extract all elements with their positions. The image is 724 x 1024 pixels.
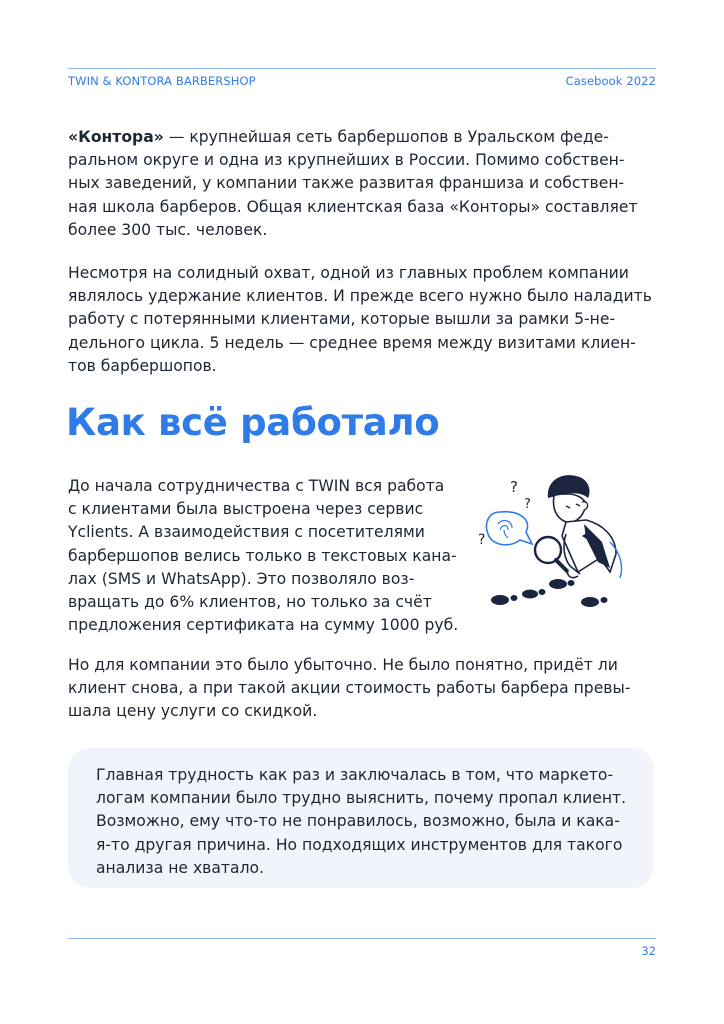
- header-brand: TWIN & KONTORA BARBERSHOP: [68, 74, 256, 88]
- section-title: Как всё работало: [66, 401, 440, 444]
- before-line: вращать до 6% клиентов, но только за счёт: [68, 593, 432, 612]
- question-mark: ?: [510, 478, 518, 496]
- intro-line: [68, 126, 668, 149]
- intro-line: ных заведений, у компании также развитая франшиза и собствен-: [68, 174, 625, 193]
- footprints: [491, 579, 608, 607]
- question-mark: ?: [478, 532, 486, 548]
- header-divider: [68, 68, 656, 69]
- callout-line: Главная трудность как раз и заключалась в том, что маркето-: [96, 766, 614, 784]
- before-line: предложения сертификата на сумму 1000 руб.: [68, 616, 459, 635]
- header-casebook: Casebook 2022: [565, 74, 656, 88]
- intro-line: ная школа барберов. Общая клиентская база «Конторы» составляет: [68, 197, 638, 216]
- question-mark: ?: [524, 497, 531, 512]
- detective-magnifier-icon: [470, 462, 656, 612]
- before-line: с клиентами была выстроена через сервис: [68, 500, 424, 519]
- callout-line: анализа не хватало.: [96, 858, 265, 877]
- problem-line: Несмотря на солидный охват, одной из главных проблем компании: [68, 264, 629, 282]
- callout-line: Возможно, ему что-то не понравилось, возможно, была и кака-: [96, 812, 620, 831]
- problem-line: являлось удержание клиентов. И прежде всего нужно было наладить: [68, 287, 652, 306]
- intro-line: ральном округе и одна из крупнейших в России. Помимо собствен-: [68, 151, 625, 170]
- footer-divider: [68, 938, 656, 939]
- intro-paragraph: [68, 126, 668, 242]
- intro-bold-lead: «Контора»: [68, 128, 164, 146]
- callout-line: я-то другая причина. Но подходящих инструментов для такого: [96, 835, 623, 854]
- intro-line-rest: — крупнейшая сеть барбершопов в Уральском феде-: [163, 128, 609, 146]
- loss-line: клиент снова, а при такой акции стоимость работы барбера превы-: [68, 679, 631, 698]
- callout-line: логам компании было трудно выяснить, почему пропал клиент.: [96, 789, 627, 808]
- fingerprint-bubble-icon: [487, 512, 533, 545]
- before-line: До начала сотрудничества с TWIN вся работа: [68, 477, 445, 495]
- problem-line: тов барбершопов.: [68, 356, 217, 375]
- before-line: Yclients. А взаимодействия с посетителями: [68, 523, 425, 542]
- problem-paragraph: [68, 262, 668, 378]
- problem-line: работу с потерянными клиентами, которые вышли за рамки 5-не-: [68, 310, 616, 329]
- before-line: барбершопов велись только в текстовых кана-: [68, 546, 457, 565]
- loss-line: Но для компании это было убыточно. Не было понятно, придёт ли: [68, 656, 618, 674]
- callout-box: [68, 748, 654, 888]
- page-number: 32: [641, 944, 656, 958]
- intro-line: более 300 тыс. человек.: [68, 220, 268, 239]
- loss-paragraph: [68, 654, 668, 724]
- callout-text: [96, 764, 656, 880]
- detective-figure: [535, 475, 622, 578]
- loss-line: шала цену услуги со скидкой.: [68, 702, 318, 721]
- before-line: лах (SMS и WhatsApp). Это позволяло воз-: [68, 569, 415, 588]
- problem-line: дельного цикла. 5 недель — среднее время между визитами клиен-: [68, 333, 636, 352]
- before-paragraph: [68, 475, 468, 637]
